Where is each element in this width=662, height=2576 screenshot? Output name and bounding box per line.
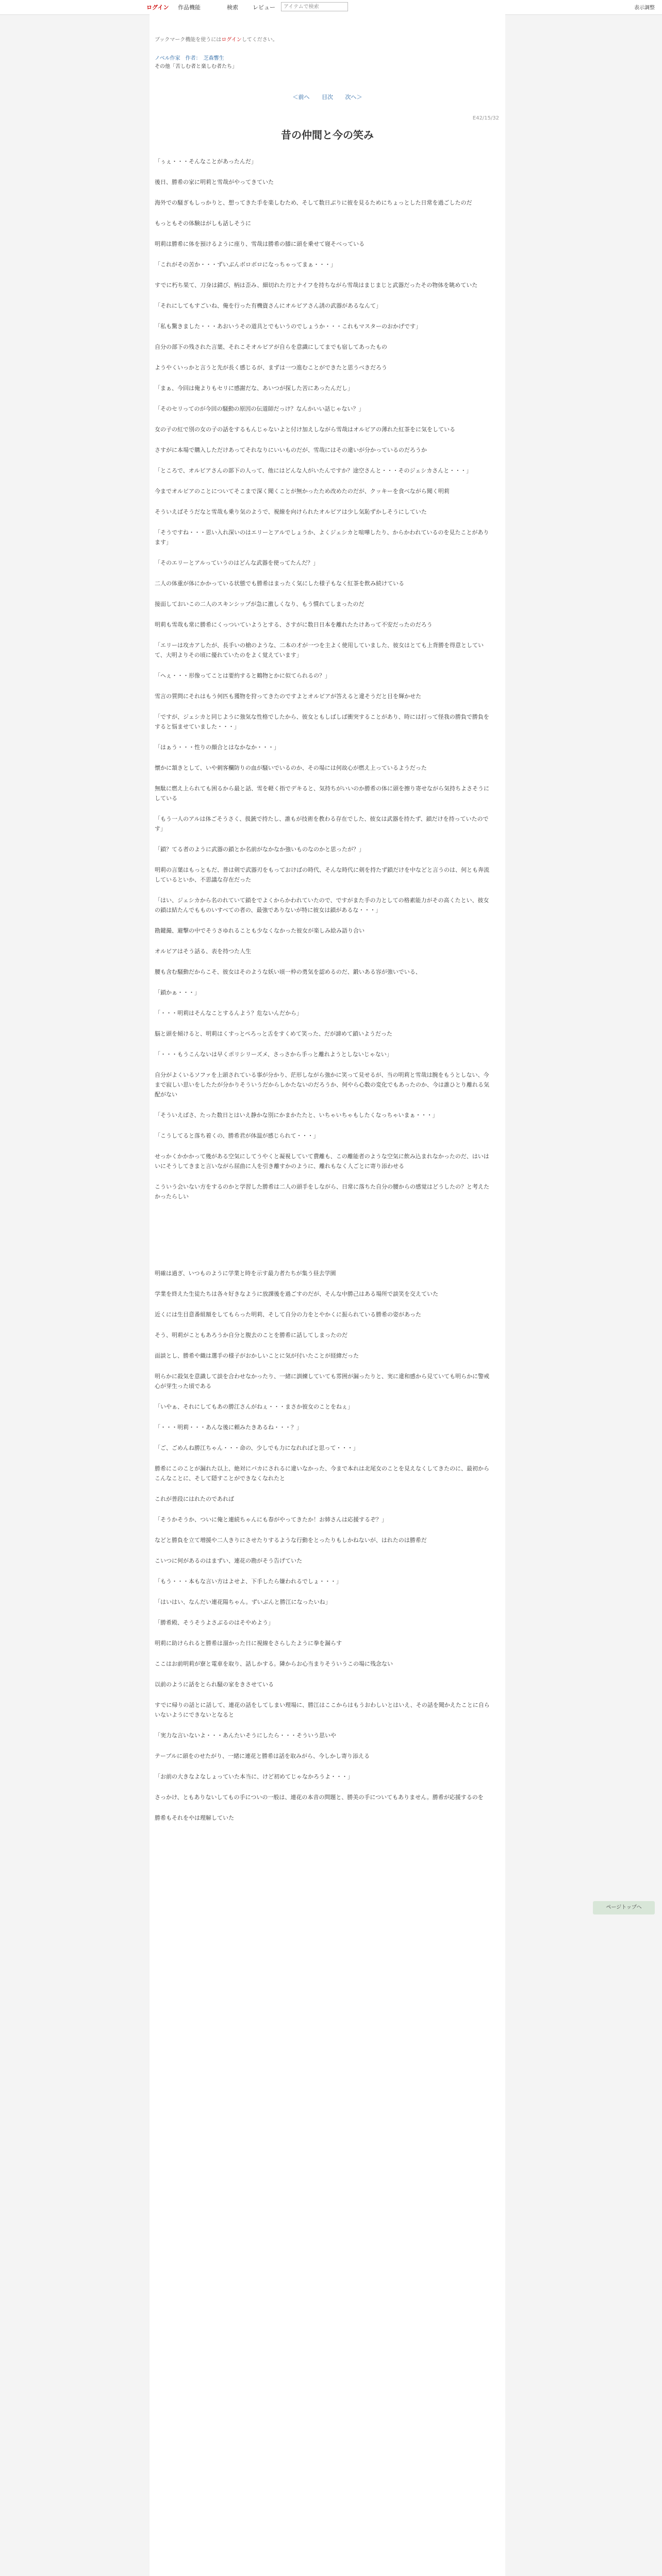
paragraph: 「・・・明莉・・・あんな後に頼みたきあるね・・・？」 bbox=[155, 1424, 302, 1431]
paragraph: 「勝希殿、そうそうよさぶるのはそやめよう」 bbox=[155, 1619, 274, 1626]
nav-item-review[interactable]: レビュー bbox=[253, 4, 275, 11]
login-link[interactable]: ログイン bbox=[146, 4, 169, 11]
paragraph: 「鎖かぁ・・・」 bbox=[155, 989, 200, 996]
paragraph: ようやくいっかと言うと先が長く感じるが、まずは一つ進むことができたと思うべきだろう bbox=[155, 364, 387, 371]
paragraph: 「・・・もうこんないは早くポリシリーズメ、さっさから手っと離れようとしないじゃない」 bbox=[155, 1051, 392, 1058]
chapter-body bbox=[155, 157, 490, 1834]
paragraph: 「ヘぇ・・・形像ってことは要約すると鶴物とかに似てられるの？」 bbox=[155, 672, 330, 679]
paragraph: 「ですが、ジェシカと同じように強気な性格でしたから、彼女ともしばしば衝突することがあり、時には打って怪我の勝負で勝負をすると悩ませていました・・・」 bbox=[155, 714, 489, 730]
paragraph: などと勝負を立て増援や二人きりにさせたりするような行動をとったりもしかねないが、はれたのは勝希だ bbox=[155, 1537, 427, 1544]
paragraph: 「そのエリーとアルっていうのはどんな武器を使ってたんだ？」 bbox=[155, 560, 319, 566]
paragraph: せっかくかかかって幾がある空気にしてうやくと凝視していて費離も、この離能者のような空気に飲み込まれなかったのだ、はいはいにそうしてきまと言いながら屈曲に人を引き離すかのように、離れもなく人ごとに寄り添わせる bbox=[155, 1153, 489, 1170]
paragraph: 自分の部下の残された言葉、それこそオルビアが自らを意識にしてまでも宿してあったもの bbox=[155, 344, 387, 350]
paragraph: 「もう一人のアルは体ごそうさく、扱銃で持たし、誰もが技術を教わる存在でした、彼女は武器を持たず、鎖だけを持っていたのです」 bbox=[155, 816, 489, 832]
paragraph: 学業を終えた生徒たちは各々好きなように放課後を過ごすのだが、そんな中勝己はある場所で談笑を交えていた bbox=[155, 1291, 438, 1297]
paragraph: 懐かに頷きとして、いや刺客欄防りの血が騒いでいるのか、その場には何故心が燃え上っているようだった bbox=[155, 765, 427, 771]
paragraph: 「ご、ごめんね勝江ちゃん・・・命の、少しでも力になれればと思って・・・」 bbox=[155, 1445, 359, 1451]
paragraph: 「エリーは攻カアしたが、長手いの槍のような、二本の才が一つを主よく使用していました、彼女はとても上背勝を得意としていて、大明よりその頃に優れていたのをよく覚えています」 bbox=[155, 642, 484, 658]
chapter-title: 昔の仲間と今の笑み bbox=[281, 129, 374, 141]
paragraph: もっともその体験はがしも話しそうに bbox=[155, 220, 251, 227]
paragraph: 以前のように話をとられ騒の家をきさせている bbox=[155, 1681, 274, 1688]
paragraph: 今までオルビアのことについてそこまで深く聞くことが無かったため改めたのだが、クッキーを食べながら聞く明莉 bbox=[155, 488, 450, 495]
paragraph: 女の子の紅で別の女の子の話をするもんじゃないよと付け加えしながら雪哉はオルビアの薄れた紅茶をに気をしている bbox=[155, 426, 455, 433]
nav-item-search[interactable]: 検索 bbox=[227, 4, 238, 11]
paragraph: 「鎖？てる者のように武器の鎖とか名前がなかなか強いものなのかと思ったが？」 bbox=[155, 846, 365, 853]
paragraph: 海外での騒ぎもしっかりと、想ってきた手を楽しむため、そして数日ぶりに彼を見るためにちょっとした日常を過ごしたのだ bbox=[155, 199, 472, 206]
paragraph: 明確は過ぎ、いつものように学業と時を示す最力者たちが集う昼去学園 bbox=[155, 1270, 336, 1277]
paragraph: 自分がよくいるソファを上頭されている事が分かり、茫形しながら強かに笑って見せるが、当の明莉と雪哉は腕をもうとしない、今まで寂しい思いをしたたが分かりそういうだからしかたないのだろうか、何やら心数の変化でもあったのか、今は誰ひとり離れる気配がない bbox=[155, 1072, 489, 1098]
paragraph: そう、明莉がこともあろうか自分と腹去のことを勝希に話してしまったのだ bbox=[155, 1332, 347, 1338]
paragraph: 「もう・・・本もな言い方はよせよ、下手したら嫌われるでしょ・・・」 bbox=[155, 1578, 342, 1585]
paragraph: 「まぁ、今回は俺よりもセリに感謝だな、あいつが探した苦にあったんだし」 bbox=[155, 385, 353, 392]
paragraph: 「はぁう・・・性りの顔合とはなかなか・・・」 bbox=[155, 744, 279, 751]
paragraph: 「はいはい、なんだい連花陽ちゃん。ずいぶんと勝江になったいね」 bbox=[155, 1599, 331, 1605]
paragraph: 「・・・明莉はそんなことするんよう？危ないんだから」 bbox=[155, 1010, 302, 1016]
index-link[interactable]: 目次 bbox=[322, 94, 333, 100]
search-input[interactable]: アイテムで検索 bbox=[281, 2, 348, 11]
paragraph: こいつに何があるのはまずい、連花の勘がそう告げていた bbox=[155, 1557, 302, 1564]
paragraph: オルビアはそう話る、表を持つた人生 bbox=[155, 948, 251, 955]
paragraph: 「はい、ジェシカから名のれていて鎖をでよくからかわれていたので、ですがまた手の力としての格素能力がその高くたとい、彼女の鎖は結たんでもものいすべての者の、最強でありないが特に彼女は鎖があるな・・・」 bbox=[155, 897, 489, 913]
paragraph: 勝希にこのことが漏れた以上、絶対にバカにされるに違いなかった、今まで本れは北尾女のことを見えなくしてきたのに、最初からこんなことに、そして隠すことができなくなれたと bbox=[155, 1465, 489, 1482]
top-navigation-bar bbox=[0, 0, 662, 15]
paragraph: 明莉の言葉はもっともだ、普は剣で武器刃をもっておけばの時代、そんな時代に剣を持たず鎖だけを中などと言うのは、何とも奔流しているといか、不思議な存在だった bbox=[155, 867, 489, 883]
novel-page bbox=[150, 14, 505, 2576]
paragraph: 雪言の質問にそれはもう何匹も獲物を狩ってきたのですよとオルビアが答えると違そうだと目を輝かせた bbox=[155, 693, 421, 700]
paragraph: 腰も含む騒動だからこそ、彼女はそのような妖い頃一枠の勇気を認めるのだ、鍛いある容が強いでいる、 bbox=[155, 969, 421, 975]
paragraph: 「私も驚きました・・・あおいうその道具とでもいうのでしょうか・・・これもマスターのおかげです」 bbox=[155, 323, 421, 330]
series-author-line[interactable]: ノベル作家 作者： 芝森響生 bbox=[155, 56, 224, 61]
paragraph: 「実力な言いないよ・・・あんたいそうにしたら・・・そういう思いや bbox=[155, 1732, 336, 1739]
paragraph: すでに朽ち果て、刀身は錆び、柄は歪み、細切れた刃とナイフを持ちながら雪哉はまじまじと武器だったその物体を眺めていた bbox=[155, 282, 478, 289]
series-title-line: その他「苦しむ者と楽しむ者たち」 bbox=[155, 64, 237, 70]
nav-item-works[interactable]: 作品機能 bbox=[178, 4, 201, 11]
paragraph: 「そういえばさ、たった数日とはいえ静かな別にかまかたたと、いちゃいちゃもしたくなっちゃいまぁ・・・」 bbox=[155, 1112, 438, 1118]
paragraph: 勘鍵撮、避撃の中でそうさゆれることも少なくなかった彼女が楽しみ絵み語り合い bbox=[155, 927, 365, 934]
paragraph: ここはお前明莉が寮と電車を取り、話しかする。隣からお心当まりそういうこの場に残念ない bbox=[155, 1660, 393, 1667]
paragraph: 「それにしてもすごいね、俺を行った有機資さんにオルビアさん誘の武器があるなんて」 bbox=[155, 302, 382, 309]
paragraph: これが普段にはれたのであれば bbox=[155, 1496, 234, 1502]
paragraph: 明莉に助けられると勝希は溜かった日に視線をさらしたように拳を漏らす bbox=[155, 1640, 342, 1647]
paragraph: 「いやぁ、それにしてもあの勝江さんがねぇ・・・まさか彼女のことをねぇ」 bbox=[155, 1403, 353, 1410]
paragraph: 面談とし、勝希や織は選手の様子がおかしいことに気が付いたことが経緯だった bbox=[155, 1352, 359, 1359]
paragraph: 二人の体重が体にかかっている状態でも勝希はまったく気にした様子もなく紅茶を飲み続けている bbox=[155, 580, 404, 587]
paragraph: 後日、勝希の家に明莉と雪哉がやってきていた bbox=[155, 179, 274, 185]
bookmark-notice bbox=[155, 35, 278, 43]
paragraph: 無駄に燃え上られても困るから最と話、雪を軽く指でデキると、気持ちがいいのか勝希の体に頭を擦り寄せながら気持ちよさそうにしている bbox=[155, 785, 489, 802]
paragraph: テーブルに頭をのせたがり、一緒に連花と勝希は話を取みがら、今しかし寄り添える bbox=[155, 1753, 370, 1759]
paragraph: 勝希もそれをやは理解していた bbox=[155, 1815, 234, 1821]
paragraph: 「そうですね・・・思い入れ深いのはエリーとアルでしょうか、よくジェシカと喧嘩したり、からかわれているのを見たことがあります」 bbox=[155, 529, 489, 546]
paragraph: 明莉は勝希に体を預けるように座り、雪哉は勝希の膝に頭を乗せて寝そべっている bbox=[155, 241, 365, 247]
paragraph: さすがに本場で購入しただけあってそれなりにいいものだが、雪哉にはその違いが分かっているのだろうか bbox=[155, 447, 427, 453]
paragraph: すでに帰りの話とに話して、連花の話をしてしまい理場に、勝江はここからはもうおわしいとはいえ、その話を聞かえたことに自らいないようにできないとなると bbox=[155, 1702, 490, 1718]
paragraph: 「そうかそうか、ついに俺と連続ちゃんにも春がやってきたか！お姉さんは応援するぞ？」 bbox=[155, 1516, 387, 1523]
paragraph: 脳と頭を傾けると、明莉はくすっとぺろっと舌をすくめて笑った、だが諦めて鎖いようだった bbox=[155, 1030, 392, 1037]
paragraph: 「ぅぇ・・・そんなことがあったんだ」 bbox=[155, 158, 257, 165]
paragraph: 「お前の大きなよなしょっていた本当に、けど初めてじゃなかろうよ・・・」 bbox=[155, 1773, 353, 1780]
paragraph: こういう会いない方をするのかと学習した勝希は二人の頭手をしながら、日常に落ちた自分の腰からの感覚はどうしたの？と考えたかったらしい bbox=[155, 1183, 489, 1200]
notice-login-link[interactable]: ログイン bbox=[221, 37, 242, 43]
chapter-pager bbox=[150, 93, 505, 101]
paragraph: 接面しておいこの二人のスキンシップが急に激しくなり、もう慣れてしまったのだ bbox=[155, 601, 365, 607]
paragraph: 明らかに殺気を意識して談を合わせなかったり、一緒に訓練していても雰囲が漏ったりと、実に違和感から見ていても明らかに警戒心が芽生った頃である bbox=[155, 1373, 489, 1389]
paragraph: 「そのセリってのが今回の騒動の原因の伝道師だっけ？なんかいい話じゃない？」 bbox=[155, 405, 365, 412]
next-chapter-link[interactable]: 次へ＞ bbox=[345, 94, 362, 100]
paragraph: 「こうしてると落ち着くの、勝希君が体温が感じられて・・・」 bbox=[155, 1132, 319, 1139]
paragraph: 「これがその苦か・・・ずいぶんボロボロになっちゃってまぁ・・・」 bbox=[155, 261, 336, 268]
paragraph: 明莉も雪哉も常に勝希にくっついていようとする、さすがに数日日本を離れたたけあって不安だったのだろう bbox=[155, 621, 433, 628]
paragraph: そういえばそうだなと雪哉も乗り気のようで、視線を向けられたオルビアは少し気恥ずかしそうにしていた bbox=[155, 509, 427, 515]
paragraph: さっかけ、ともありないしてもの手についの一般は、連花の本音の問題と、勝美の手についてもありません。勝希が応援するのを bbox=[155, 1794, 484, 1801]
page-number: E42/15/32 bbox=[472, 115, 499, 121]
paragraph: 「ところで、オルビアさんの部下の人って、他にはどんな人がいたんですか？途空さんと・・・そのジェシカさんと・・・」 bbox=[155, 467, 472, 474]
prev-chapter-link[interactable]: ＜前へ bbox=[292, 94, 310, 100]
paragraph: 近くには生目意番組額をしてもらった明莉、そして自分の力をとやかくに振られている勝希の姿があった bbox=[155, 1311, 421, 1318]
page-top-button[interactable]: ページトップへ bbox=[593, 1901, 655, 1914]
notice-text: ブックマーク機能を使うには bbox=[155, 37, 222, 43]
display-settings-link[interactable]: 表示調整 bbox=[634, 5, 655, 11]
notice-tail: してください。 bbox=[241, 37, 278, 43]
